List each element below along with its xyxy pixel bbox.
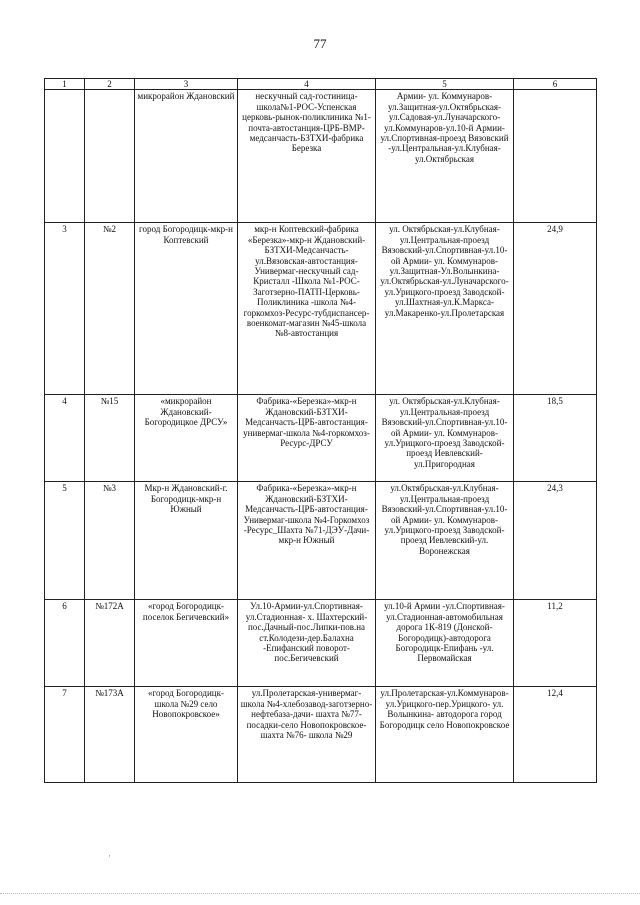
cell-path-stops: Фабрика-«Березка»-мкр-н Ждановский-БЗТХИ-Медсанчасть-ЦРБ-автостанция-универмаг-школа №4-горкомхоз- Ресурс-ДРСУ	[238, 395, 376, 482]
table-row	[45, 482, 597, 600]
header-cell: 1	[45, 79, 85, 90]
header-cell: 3	[135, 79, 238, 90]
cell-name: город Богородицк-мкр-н Коптевский	[135, 223, 238, 395]
cell-name: микрорайон Ждановский	[135, 90, 238, 223]
scan-edge	[0, 893, 640, 898]
header-cell: 5	[376, 79, 514, 90]
table-row	[45, 395, 597, 482]
cell-num: 3	[45, 223, 85, 395]
scan-mark: ·	[108, 851, 111, 861]
cell-length: 11,2	[514, 600, 597, 687]
cell-length: 18,5	[514, 395, 597, 482]
page-number: 77	[313, 36, 327, 51]
cell-num: 5	[45, 482, 85, 600]
cell-num	[45, 90, 85, 223]
cell-route: №3	[85, 482, 135, 600]
cell-num: 6	[45, 600, 85, 687]
cell-streets: ул. Октябрьская-ул.Клубная-ул.Центральная-проезд Вязовский-ул.Спортивная-ул.10-ой Армии- ул. Коммунаров- ул.Урицкого-проезд Заводской-проезд Иевлевский-ул.Пригородная	[376, 395, 514, 482]
cell-name: «город Богородицк-школа №29 село Новопокровское»	[135, 687, 238, 783]
cell-streets: Армии- ул. Коммунаров-ул.Защитная-ул.Октябрьская-ул.Садовая-ул.Луначарского-ул.Коммунаров-ул.10-й Армии- ул.Спортивная-проезд Вязовский -ул.Центральная-ул.Клубная-ул.Октябрьская	[376, 90, 514, 223]
cell-num: 4	[45, 395, 85, 482]
cell-path-stops: нескучный сад-гостиница-школа№1-РОС-Успенская церковь-рынок-поликлиника №1-почта-автостанция-ЦРБ-ВМР-медсанчасть-БЗТХИ-фабрика Березка	[238, 90, 376, 223]
route-table	[44, 78, 597, 783]
cell-route	[85, 90, 135, 223]
table-row	[45, 600, 597, 687]
cell-route: №15	[85, 395, 135, 482]
cell-path-stops: мкр-н Коптевский-фабрика «Березка»-мкр-н Ждановский-БЗТХИ-Медсанчасть-ул.Вязовская-автостанция-Универмаг-нескучный сад-Кристалл -Школа №1-РОС-Заготзерно-ПАТП-Церковь-Поликлиника -школа №4-горкомхоз-Ресурс-тубдиспансер-военкомат-магазин №45-школа №8-автостанция	[238, 223, 376, 395]
header-row	[45, 79, 597, 90]
cell-length	[514, 90, 597, 223]
table-row	[45, 90, 597, 223]
cell-path-stops: Фабрика-«Березка»-мкр-н Ждановский-БЗТХИ-Медсанчасть-ЦРБ-автостанция-Универмаг-школа №4-Горкомхоз -Ресурс_Шахта №71-ДЭУ-Дачи-мкр-н Южный	[238, 482, 376, 600]
table-row	[45, 687, 597, 783]
table-row	[45, 223, 597, 395]
cell-route: №172А	[85, 600, 135, 687]
cell-num: 7	[45, 687, 85, 783]
cell-streets: ул. Октябрьская-ул.Клубная-ул.Центральная-проезд Вязовский-ул.Спортивная-ул.10-ой Армии- ул. Коммунаров-ул.Защитная-Ул.Волынкина-ул.Октябрьская-ул.Луначарского-ул.Урицкого-проезд Заводской-ул.Шахтная-ул.К.Маркса-ул.Макаренко-ул.Пролетарская	[376, 223, 514, 395]
cell-route: №2	[85, 223, 135, 395]
header-cell: 6	[514, 79, 597, 90]
cell-name: «город Богородицк-поселок Бегичевский»	[135, 600, 238, 687]
cell-length: 24,9	[514, 223, 597, 395]
cell-name: Мкр-н Ждановский-г. Богородицк-мкр-н Южный	[135, 482, 238, 600]
cell-route: №173А	[85, 687, 135, 783]
header-cell: 2	[85, 79, 135, 90]
cell-path-stops: ул.Пролетарская-универмаг-школа №4-хлебозавод-заготзерно-нефтебаза-дачи- шахта №77-посадки-село Новопокровское-шахта №76- школа №29	[238, 687, 376, 783]
cell-streets: ул.Пролетарская-ул.Коммунаров-ул.Урицкого-пер.Урицкого- ул. Волынкина- автодорога город Богородицк село Новопокровское	[376, 687, 514, 783]
header-cell: 4	[238, 79, 376, 90]
cell-path-stops: Ул.10-Армии-ул.Спортивная-ул.Стадионная- х. Шахтерский-пос.Дачный-пос.Липки-пов.на ст.Колодези-дер.Балахна -Епифанский поворот-пос.Бегичевский	[238, 600, 376, 687]
cell-length: 24,3	[514, 482, 597, 600]
cell-length: 12,4	[514, 687, 597, 783]
cell-streets: ул.10-й Армии -ул.Спортивная-ул.Стадионная-автомобильная дорога 1К-819 (Донской-Богородицк)-автодорога Богородицк-Епифань -ул. Первомайская	[376, 600, 514, 687]
cell-name: «микрорайон Ждановский-Богородицкое ДРСУ»	[135, 395, 238, 482]
cell-streets: ул.Октябрьская-ул.Клубная-ул.Центральная-проезд Вязовский-ул.Спортивная-ул.10-ой Армии- ул. Коммунаров-ул.Урицкого-проезд Заводской-проезд Иевлевский-ул. Воронежская	[376, 482, 514, 600]
route-table-body	[45, 79, 597, 783]
